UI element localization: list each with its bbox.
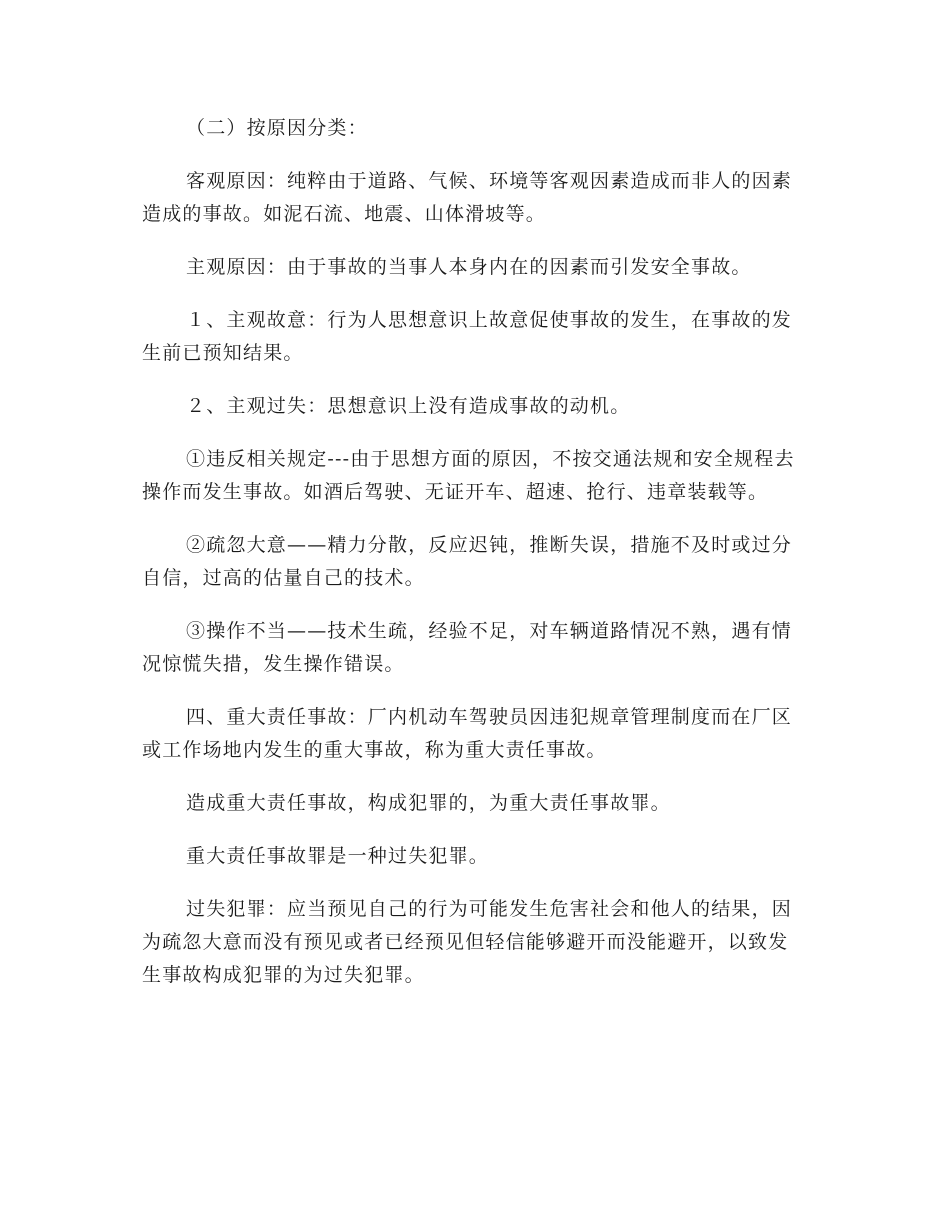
paragraph-improper-operation: ③操作不当——技术生疏，经验不足，对车辆道路情况不熟，遇有情况惊慌失措，发生操作错误。	[142, 620, 793, 675]
paragraph-carelessness: ②疏忽大意——精力分散，反应迟钝，推断失误，措施不及时或过分自信，过高的估量自己的技术。	[142, 534, 793, 589]
document-body	[142, 112, 804, 992]
paragraph-classification-heading: （二）按原因分类：	[186, 117, 368, 139]
paragraph-negligent-crime-type: 重大责任事故罪是一种过失犯罪。	[186, 845, 490, 867]
paragraph-subjective-intent: １、主观故意：行为人思想意识上故意促使事故的发生，在事故的发生前已预知结果。	[142, 309, 793, 364]
paragraph-major-liability-accident: 四、重大责任事故：厂内机动车驾驶员因违犯规章管理制度而在厂区或工作场地内发生的重大事故，称为重大责任事故。	[142, 706, 793, 761]
paragraph-violation-rules: ①违反相关规定---由于思想方面的原因，不按交通法规和安全规程去操作而发生事故。如酒后驾驶、无证开车、超速、抢行、违章装载等。	[142, 448, 795, 503]
paragraph-negligent-crime-definition: 过失犯罪：应当预见自己的行为可能发生危害社会和他人的结果，因为疏忽大意而没有预见或者已经预见但轻信能够避开而没能避开，以致发生事故构成犯罪的为过失犯罪。	[142, 898, 793, 986]
paragraph-liability-crime: 造成重大责任事故，构成犯罪的，为重大责任事故罪。	[186, 792, 671, 814]
paragraph-subjective-negligence: ２、主观过失：思想意识上没有造成事故的动机。	[186, 395, 631, 417]
paragraph-objective-cause: 客观原因：纯粹由于道路、气候、环境等客观因素造成而非人的因素造成的事故。如泥石流、地震、山体滑坡等。	[142, 170, 793, 225]
paragraph-subjective-cause: 主观原因：由于事故的当事人本身内在的因素而引发安全事故。	[186, 256, 752, 278]
